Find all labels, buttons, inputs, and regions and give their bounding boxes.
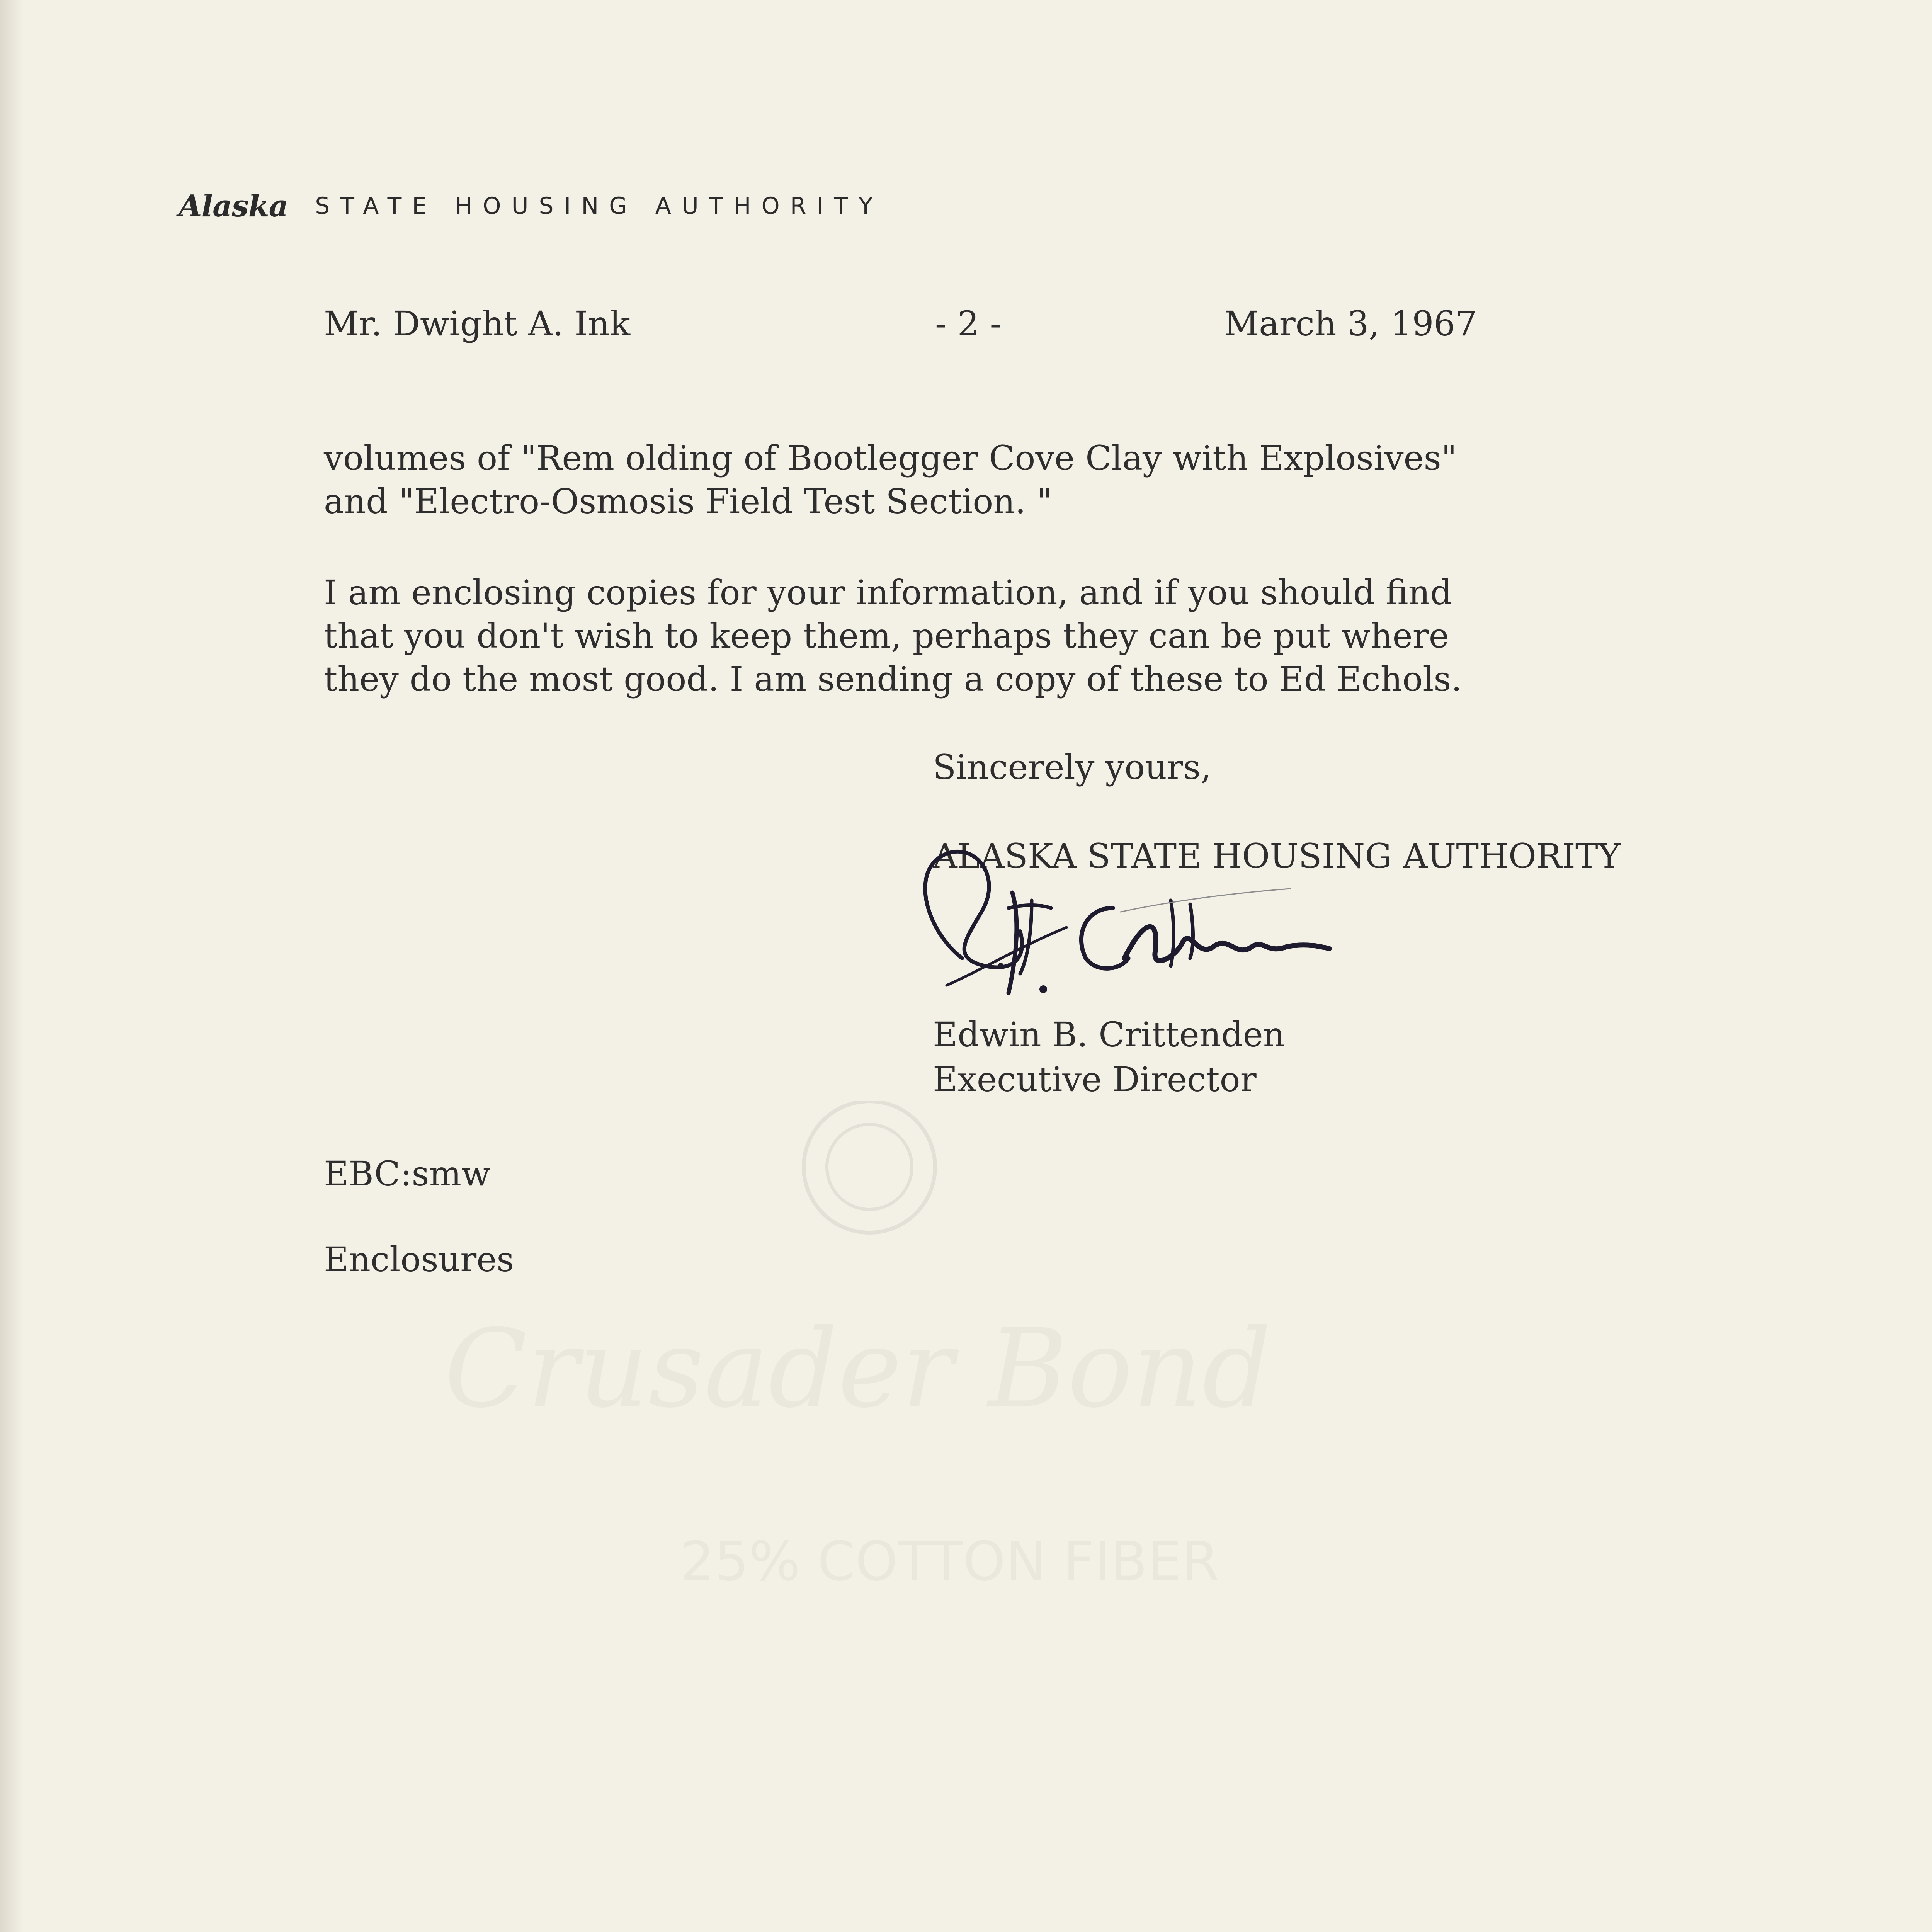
body-line: they do the most good. I am sending a copy of these to Ed Echols.: [324, 659, 1462, 699]
closing-salutation: Sincerely yours,: [933, 747, 1212, 787]
watermark-brand: [444, 1306, 1272, 1432]
letter-date: March 3, 1967: [1224, 304, 1477, 344]
agency-name: STATE HOUSING AUTHORITY: [315, 192, 883, 219]
body-line: I am enclosing copies for your information, and if you should find: [324, 573, 1452, 612]
signer-name: Edwin B. Crittenden: [933, 1015, 1285, 1054]
body-line: and "Electro-Osmosis Field Test Section. ": [324, 481, 1053, 521]
recipient-name: Mr. Dwight A. Ink: [324, 304, 631, 344]
enclosures-note: Enclosures: [324, 1240, 514, 1279]
body-line: volumes of "Rem olding of Bootlegger Cove Clay with Explosives": [324, 438, 1457, 478]
page-edge-shadow: [0, 0, 23, 1932]
signer-title: Executive Director: [933, 1060, 1257, 1099]
letterhead: [179, 181, 883, 231]
watermark-fiber-note: [680, 1530, 1219, 1593]
signature-organization: ALASKA STATE HOUSING AUTHORITY: [933, 836, 1621, 876]
reference-initials: EBC:smw: [324, 1154, 491, 1194]
body-line: that you don't wish to keep them, perhaps they can be put where: [324, 616, 1449, 656]
page-number: - 2 -: [935, 304, 1002, 344]
alaska-logo-script: Alaska: [179, 188, 288, 224]
